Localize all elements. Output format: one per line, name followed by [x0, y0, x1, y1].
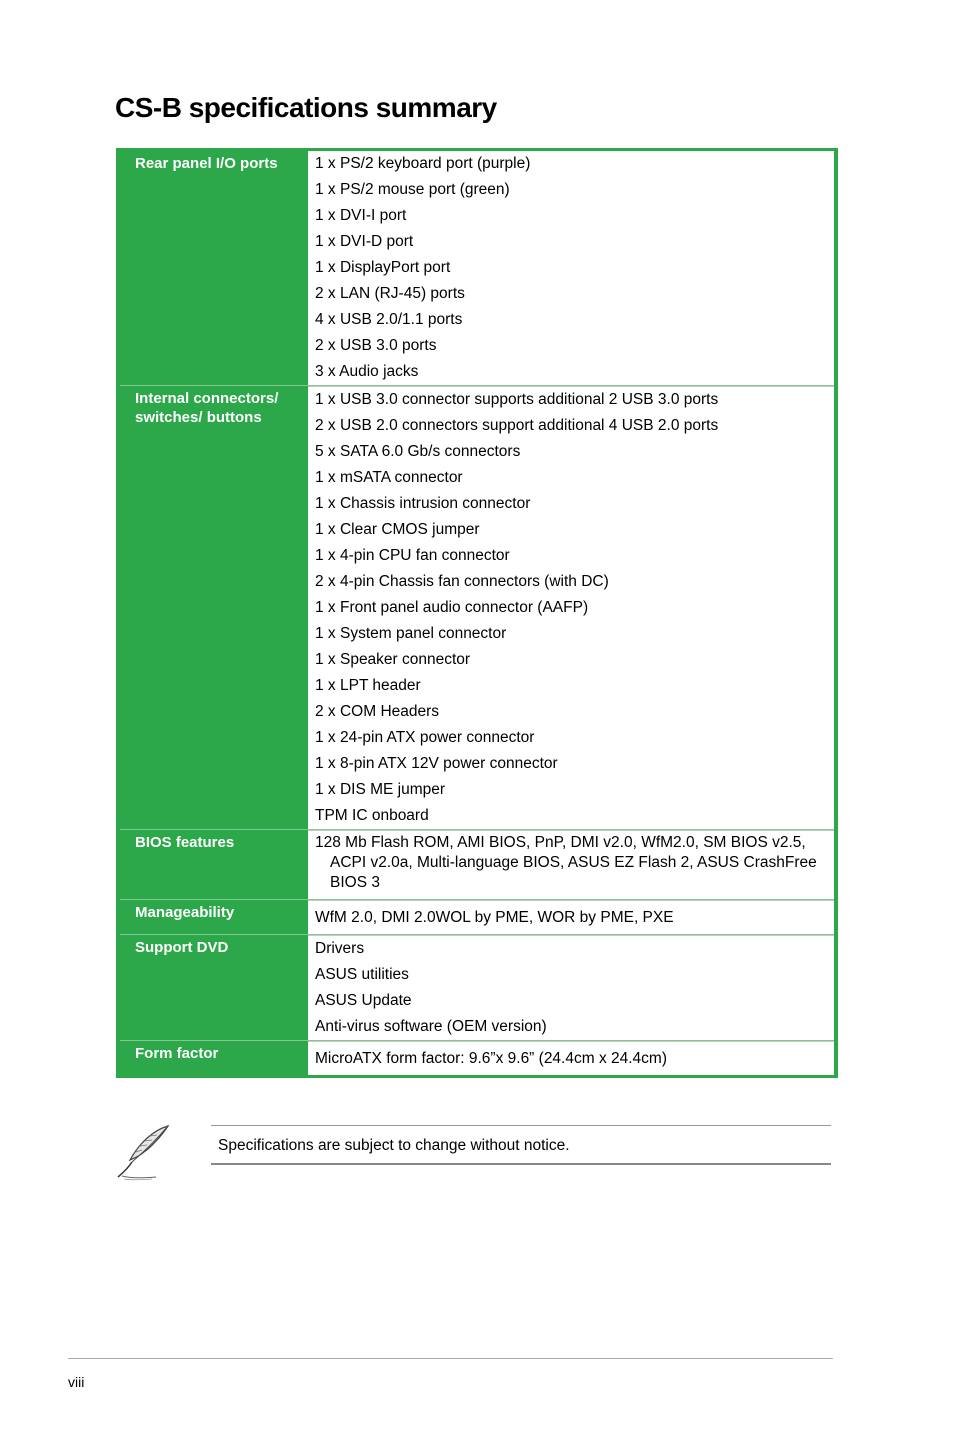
spec-value: WfM 2.0, DMI 2.0WOL by PME, WOR by PME, PXE	[315, 909, 674, 926]
spec-value: 1 x DVI-D port	[315, 233, 414, 250]
spec-label: Internal connectors/ switches/ buttons	[135, 390, 279, 426]
page-title: CS-B specifications summary	[115, 92, 497, 123]
specifications-table	[116, 148, 838, 1078]
page-number: viii	[68, 1374, 85, 1390]
spec-value: 3 x Audio jacks	[315, 363, 419, 380]
spec-value: 1 x PS/2 mouse port (green)	[315, 181, 510, 198]
spec-value: 1 x Clear CMOS jumper	[315, 521, 480, 538]
spec-value: 1 x System panel connector	[315, 625, 507, 642]
spec-value: 1 x DVI-I port	[315, 207, 407, 224]
spec-row-internal-connectors	[120, 385, 834, 829]
footer-divider	[68, 1358, 833, 1359]
spec-value: 1 x PS/2 keyboard port (purple)	[315, 155, 531, 172]
note-divider-top	[211, 1125, 831, 1126]
spec-value: 5 x SATA 6.0 Gb/s connectors	[315, 443, 521, 460]
spec-value: 1 x 4-pin CPU fan connector	[315, 547, 510, 564]
spec-value: 2 x USB 2.0 connectors support additional 4 USB 2.0 ports	[315, 417, 719, 434]
spec-row-bios-features	[120, 829, 834, 899]
spec-values	[308, 151, 834, 385]
spec-value: 1 x Chassis intrusion connector	[315, 495, 531, 512]
spec-values	[308, 1041, 834, 1075]
spec-value: 1 x Front panel audio connector (AAFP)	[315, 599, 589, 616]
spec-values	[308, 935, 834, 1040]
spec-values	[308, 386, 834, 829]
spec-value: 2 x COM Headers	[315, 703, 440, 720]
spec-value: 1 x mSATA connector	[315, 469, 463, 486]
spec-row-manageability	[120, 899, 834, 934]
spec-row-form-factor	[120, 1040, 834, 1075]
spec-value: 1 x DisplayPort port	[315, 259, 451, 276]
spec-value: 1 x LPT header	[315, 677, 421, 694]
spec-value: 1 x 8-pin ATX 12V power connector	[315, 755, 558, 772]
spec-label: Rear panel I/O ports	[135, 155, 278, 172]
spec-value: ASUS utilities	[315, 966, 409, 983]
spec-row-support-dvd	[120, 934, 834, 1040]
feather-quill-icon	[114, 1122, 174, 1182]
note-text: Specifications are subject to change without notice.	[218, 1137, 570, 1154]
spec-value: 2 x LAN (RJ-45) ports	[315, 285, 465, 302]
spec-value: 2 x 4-pin Chassis fan connectors (with DC)	[315, 573, 609, 590]
spec-value: ASUS Update	[315, 992, 412, 1009]
spec-row-rear-panel-io-ports	[120, 151, 834, 385]
spec-value: Drivers	[315, 940, 365, 957]
spec-value: 1 x DIS ME jumper	[315, 781, 446, 798]
spec-value: MicroATX form factor: 9.6”x 9.6” (24.4cm x 24.4cm)	[315, 1050, 667, 1067]
spec-values	[308, 900, 834, 934]
spec-values	[308, 830, 834, 899]
spec-label: Form factor	[135, 1045, 219, 1062]
spec-value: 2 x USB 3.0 ports	[315, 337, 437, 354]
spec-value: 1 x USB 3.0 connector supports additional 2 USB 3.0 ports	[315, 391, 719, 408]
spec-value: 4 x USB 2.0/1.1 ports	[315, 311, 463, 328]
spec-label: BIOS features	[135, 834, 235, 851]
spec-label: Support DVD	[135, 939, 229, 956]
spec-value: TPM IC onboard	[315, 807, 429, 824]
spec-value: 128 Mb Flash ROM, AMI BIOS, PnP, DMI v2.0, WfM2.0, SM BIOS v2.5, ACPI v2.0a, Multi-language BIOS, ASUS EZ Flash 2, ASUS CrashFree BIOS 3	[315, 834, 817, 891]
note-divider-bottom	[211, 1163, 831, 1165]
spec-label: Manageability	[135, 904, 235, 921]
spec-value: 1 x 24-pin ATX power connector	[315, 729, 535, 746]
spec-value: Anti-virus software (OEM version)	[315, 1018, 547, 1035]
spec-value: 1 x Speaker connector	[315, 651, 471, 668]
